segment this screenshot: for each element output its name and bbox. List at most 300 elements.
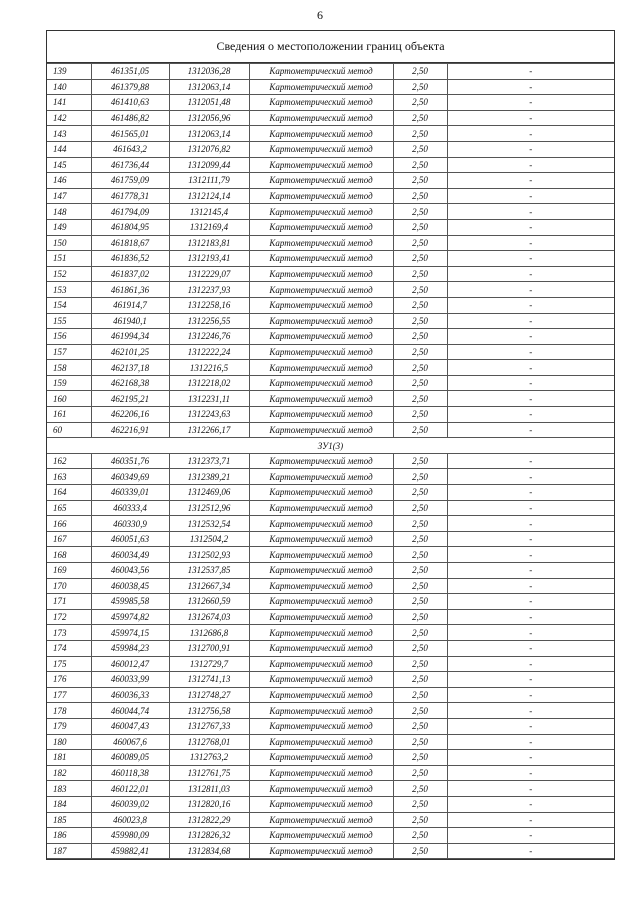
table-row [47, 391, 614, 407]
coord-y-cell: 1312756,58 [169, 703, 249, 719]
table-row [47, 407, 614, 423]
table-row [47, 750, 614, 766]
method-cell: Картометрический метод [249, 812, 393, 828]
extra-cell: - [447, 578, 614, 594]
extra-cell: - [447, 625, 614, 641]
accuracy-cell: 2,50 [393, 640, 447, 656]
accuracy-cell: 2,50 [393, 64, 447, 80]
method-cell: Картометрический метод [249, 750, 393, 766]
coord-y-cell: 1312748,27 [169, 687, 249, 703]
coord-x-cell: 460039,02 [91, 796, 169, 812]
method-cell: Картометрический метод [249, 625, 393, 641]
method-cell: Картометрический метод [249, 95, 393, 111]
extra-cell: - [447, 687, 614, 703]
page-number: 6 [317, 8, 323, 22]
accuracy-cell: 2,50 [393, 718, 447, 734]
accuracy-cell: 2,50 [393, 313, 447, 329]
table-row [47, 282, 614, 298]
table-row [47, 796, 614, 812]
coord-y-cell: 1312193,41 [169, 251, 249, 267]
coord-x-cell: 459980,09 [91, 828, 169, 844]
coord-y-cell: 1312389,21 [169, 469, 249, 485]
point-number-cell: 149 [47, 219, 91, 235]
accuracy-cell: 2,50 [393, 407, 447, 423]
accuracy-cell: 2,50 [393, 531, 447, 547]
point-number-cell: 141 [47, 95, 91, 111]
table-row [47, 547, 614, 563]
accuracy-cell: 2,50 [393, 251, 447, 267]
table-row [47, 563, 614, 579]
extra-cell: - [447, 547, 614, 563]
coord-y-cell: 1312216,5 [169, 360, 249, 376]
method-cell: Картометрический метод [249, 516, 393, 532]
coord-x-cell: 461410,63 [91, 95, 169, 111]
point-number-cell: 170 [47, 578, 91, 594]
method-cell: Картометрический метод [249, 796, 393, 812]
coord-x-cell: 460089,05 [91, 750, 169, 766]
table-row [47, 110, 614, 126]
extra-cell: - [447, 266, 614, 282]
accuracy-cell: 2,50 [393, 687, 447, 703]
coord-x-cell: 459974,82 [91, 609, 169, 625]
section-row-group [47, 438, 614, 454]
table-row [47, 422, 614, 438]
accuracy-cell: 2,50 [393, 157, 447, 173]
point-number-cell: 163 [47, 469, 91, 485]
table-row [47, 485, 614, 501]
method-cell: Картометрический метод [249, 313, 393, 329]
coord-y-cell: 1312243,63 [169, 407, 249, 423]
accuracy-cell: 2,50 [393, 266, 447, 282]
extra-cell: - [447, 157, 614, 173]
coord-y-cell: 1312834,68 [169, 843, 249, 859]
accuracy-cell: 2,50 [393, 453, 447, 469]
coord-x-cell: 461861,36 [91, 282, 169, 298]
point-number-cell: 148 [47, 204, 91, 220]
point-number-cell: 177 [47, 687, 91, 703]
accuracy-cell: 2,50 [393, 297, 447, 313]
table-row [47, 235, 614, 251]
coord-x-cell: 460067,6 [91, 734, 169, 750]
table-row [47, 765, 614, 781]
extra-cell: - [447, 110, 614, 126]
coord-x-cell: 461940,1 [91, 313, 169, 329]
point-number-cell: 175 [47, 656, 91, 672]
extra-cell: - [447, 781, 614, 797]
table-row [47, 531, 614, 547]
coord-y-cell: 1312768,01 [169, 734, 249, 750]
table-row [47, 718, 614, 734]
section-row [47, 438, 614, 454]
extra-cell: - [447, 141, 614, 157]
extra-cell: - [447, 765, 614, 781]
table-row [47, 375, 614, 391]
table-row [47, 126, 614, 142]
table-row [47, 95, 614, 111]
boundary-table-frame [46, 30, 615, 860]
coord-x-cell: 462101,25 [91, 344, 169, 360]
coord-y-cell: 1312169,4 [169, 219, 249, 235]
table-row [47, 781, 614, 797]
method-cell: Картометрический метод [249, 126, 393, 142]
accuracy-cell: 2,50 [393, 594, 447, 610]
point-number-cell: 157 [47, 344, 91, 360]
coord-y-cell: 1312674,03 [169, 609, 249, 625]
point-number-cell: 179 [47, 718, 91, 734]
table-row [47, 344, 614, 360]
accuracy-cell: 2,50 [393, 126, 447, 142]
table-row [47, 79, 614, 95]
coord-y-cell: 1312231,11 [169, 391, 249, 407]
method-cell: Картометрический метод [249, 843, 393, 859]
method-cell: Картометрический метод [249, 609, 393, 625]
accuracy-cell: 2,50 [393, 485, 447, 501]
coord-y-cell: 1312222,24 [169, 344, 249, 360]
coord-x-cell: 460036,33 [91, 687, 169, 703]
accuracy-cell: 2,50 [393, 391, 447, 407]
extra-cell: - [447, 672, 614, 688]
table-row [47, 578, 614, 594]
coord-y-cell: 1312258,16 [169, 297, 249, 313]
coord-x-cell: 460033,99 [91, 672, 169, 688]
accuracy-cell: 2,50 [393, 796, 447, 812]
coord-x-cell: 460333,4 [91, 500, 169, 516]
method-cell: Картометрический метод [249, 578, 393, 594]
point-number-cell: 176 [47, 672, 91, 688]
point-number-cell: 153 [47, 282, 91, 298]
point-number-cell: 146 [47, 173, 91, 189]
coord-y-cell: 1312686,8 [169, 625, 249, 641]
point-number-cell: 174 [47, 640, 91, 656]
method-cell: Картометрический метод [249, 407, 393, 423]
coord-y-cell: 1312820,16 [169, 796, 249, 812]
point-number-cell: 181 [47, 750, 91, 766]
table-row [47, 188, 614, 204]
extra-cell: - [447, 95, 614, 111]
accuracy-cell: 2,50 [393, 609, 447, 625]
method-cell: Картометрический метод [249, 391, 393, 407]
table-row [47, 656, 614, 672]
table-row [47, 625, 614, 641]
extra-cell: - [447, 235, 614, 251]
table-row [47, 204, 614, 220]
method-cell: Картометрический метод [249, 79, 393, 95]
point-number-cell: 182 [47, 765, 91, 781]
coord-x-cell: 460122,01 [91, 781, 169, 797]
method-cell: Картометрический метод [249, 781, 393, 797]
accuracy-cell: 2,50 [393, 843, 447, 859]
accuracy-cell: 2,50 [393, 204, 447, 220]
coord-x-cell: 460038,45 [91, 578, 169, 594]
coord-y-cell: 1312532,54 [169, 516, 249, 532]
extra-cell: - [447, 407, 614, 423]
table-row [47, 453, 614, 469]
extra-cell: - [447, 313, 614, 329]
coord-y-cell: 1312537,85 [169, 563, 249, 579]
coord-y-cell: 1312512,96 [169, 500, 249, 516]
coord-y-cell: 1312741,13 [169, 672, 249, 688]
extra-cell: - [447, 609, 614, 625]
point-number-cell: 168 [47, 547, 91, 563]
method-cell: Картометрический метод [249, 235, 393, 251]
method-cell: Картометрический метод [249, 266, 393, 282]
accuracy-cell: 2,50 [393, 734, 447, 750]
extra-cell: - [447, 734, 614, 750]
coord-x-cell: 462206,16 [91, 407, 169, 423]
table-row [47, 219, 614, 235]
section-label: ЗУ1(3) [47, 438, 614, 454]
coord-x-cell: 460118,38 [91, 765, 169, 781]
method-cell: Картометрический метод [249, 64, 393, 80]
boundary-table [47, 63, 614, 859]
coord-x-cell: 461351,05 [91, 64, 169, 80]
point-number-cell: 184 [47, 796, 91, 812]
point-number-cell: 155 [47, 313, 91, 329]
method-cell: Картометрический метод [249, 110, 393, 126]
point-number-cell: 156 [47, 329, 91, 345]
accuracy-cell: 2,50 [393, 110, 447, 126]
extra-cell: - [447, 718, 614, 734]
table-row [47, 609, 614, 625]
method-cell: Картометрический метод [249, 563, 393, 579]
point-number-cell: 185 [47, 812, 91, 828]
table-row [47, 500, 614, 516]
accuracy-cell: 2,50 [393, 141, 447, 157]
extra-cell: - [447, 422, 614, 438]
coord-x-cell: 461914,7 [91, 297, 169, 313]
accuracy-cell: 2,50 [393, 672, 447, 688]
method-cell: Картометрический метод [249, 375, 393, 391]
coord-y-cell: 1312763,2 [169, 750, 249, 766]
extra-cell: - [447, 344, 614, 360]
accuracy-cell: 2,50 [393, 79, 447, 95]
point-number-cell: 172 [47, 609, 91, 625]
coord-y-cell: 1312667,34 [169, 578, 249, 594]
method-cell: Картометрический метод [249, 531, 393, 547]
point-number-cell: 60 [47, 422, 91, 438]
coord-x-cell: 462195,21 [91, 391, 169, 407]
coord-x-cell: 461486,82 [91, 110, 169, 126]
accuracy-cell: 2,50 [393, 188, 447, 204]
method-cell: Картометрический метод [249, 469, 393, 485]
method-cell: Картометрический метод [249, 640, 393, 656]
coord-y-cell: 1312063,14 [169, 126, 249, 142]
accuracy-cell: 2,50 [393, 828, 447, 844]
extra-cell: - [447, 375, 614, 391]
coord-y-cell: 1312111,79 [169, 173, 249, 189]
extra-cell: - [447, 469, 614, 485]
accuracy-cell: 2,50 [393, 781, 447, 797]
method-cell: Картометрический метод [249, 141, 393, 157]
table-row [47, 640, 614, 656]
extra-cell: - [447, 188, 614, 204]
extra-cell: - [447, 563, 614, 579]
method-cell: Картометрический метод [249, 594, 393, 610]
point-number-cell: 187 [47, 843, 91, 859]
point-number-cell: 147 [47, 188, 91, 204]
point-number-cell: 169 [47, 563, 91, 579]
accuracy-cell: 2,50 [393, 500, 447, 516]
point-number-cell: 152 [47, 266, 91, 282]
accuracy-cell: 2,50 [393, 360, 447, 376]
table-row [47, 703, 614, 719]
extra-cell: - [447, 531, 614, 547]
table-row [47, 828, 614, 844]
extra-cell: - [447, 79, 614, 95]
extra-cell: - [447, 656, 614, 672]
coord-y-cell: 1312660,59 [169, 594, 249, 610]
accuracy-cell: 2,50 [393, 95, 447, 111]
table-row [47, 672, 614, 688]
method-cell: Картометрический метод [249, 672, 393, 688]
extra-cell: - [447, 219, 614, 235]
point-number-cell: 139 [47, 64, 91, 80]
coord-y-cell: 1312076,82 [169, 141, 249, 157]
coord-x-cell: 459882,41 [91, 843, 169, 859]
accuracy-cell: 2,50 [393, 625, 447, 641]
extra-cell: - [447, 453, 614, 469]
accuracy-cell: 2,50 [393, 173, 447, 189]
accuracy-cell: 2,50 [393, 375, 447, 391]
coord-x-cell: 461794,09 [91, 204, 169, 220]
accuracy-cell: 2,50 [393, 235, 447, 251]
method-cell: Картометрический метод [249, 547, 393, 563]
coord-x-cell: 462137,18 [91, 360, 169, 376]
point-number-cell: 158 [47, 360, 91, 376]
method-cell: Картометрический метод [249, 828, 393, 844]
table-row [47, 469, 614, 485]
coord-y-cell: 1312502,93 [169, 547, 249, 563]
coord-y-cell: 1312229,07 [169, 266, 249, 282]
extra-cell: - [447, 640, 614, 656]
point-number-cell: 160 [47, 391, 91, 407]
coord-y-cell: 1312767,33 [169, 718, 249, 734]
point-number-cell: 154 [47, 297, 91, 313]
point-number-cell: 166 [47, 516, 91, 532]
coord-y-cell: 1312183,81 [169, 235, 249, 251]
point-number-cell: 161 [47, 407, 91, 423]
extra-cell: - [447, 485, 614, 501]
coord-x-cell: 460023,8 [91, 812, 169, 828]
table-row [47, 594, 614, 610]
table-row [47, 173, 614, 189]
table-row [47, 812, 614, 828]
table-row [47, 734, 614, 750]
coord-x-cell: 462168,38 [91, 375, 169, 391]
coord-x-cell: 461778,31 [91, 188, 169, 204]
coord-y-cell: 1312761,75 [169, 765, 249, 781]
accuracy-cell: 2,50 [393, 578, 447, 594]
extra-cell: - [447, 126, 614, 142]
coord-y-cell: 1312124,14 [169, 188, 249, 204]
extra-cell: - [447, 796, 614, 812]
coord-x-cell: 460044,74 [91, 703, 169, 719]
coord-y-cell: 1312700,91 [169, 640, 249, 656]
extra-cell: - [447, 594, 614, 610]
coord-x-cell: 461804,95 [91, 219, 169, 235]
table-row [47, 360, 614, 376]
coord-x-cell: 459974,15 [91, 625, 169, 641]
table-row [47, 64, 614, 80]
coord-y-cell: 1312099,44 [169, 157, 249, 173]
method-cell: Картометрический метод [249, 360, 393, 376]
coord-x-cell: 459985,58 [91, 594, 169, 610]
coord-x-cell: 461643,2 [91, 141, 169, 157]
extra-cell: - [447, 843, 614, 859]
method-cell: Картометрический метод [249, 219, 393, 235]
accuracy-cell: 2,50 [393, 422, 447, 438]
point-number-cell: 143 [47, 126, 91, 142]
accuracy-cell: 2,50 [393, 329, 447, 345]
method-cell: Картометрический метод [249, 282, 393, 298]
coord-y-cell: 1312051,48 [169, 95, 249, 111]
accuracy-cell: 2,50 [393, 282, 447, 298]
coord-x-cell: 461818,67 [91, 235, 169, 251]
extra-cell: - [447, 297, 614, 313]
point-number-cell: 140 [47, 79, 91, 95]
table-row [47, 157, 614, 173]
method-cell: Картометрический метод [249, 656, 393, 672]
method-cell: Картометрический метод [249, 453, 393, 469]
coord-y-cell: 1312811,03 [169, 781, 249, 797]
extra-cell: - [447, 251, 614, 267]
method-cell: Картометрический метод [249, 703, 393, 719]
coord-x-cell: 460339,01 [91, 485, 169, 501]
coord-x-cell: 460330,9 [91, 516, 169, 532]
table-row [47, 251, 614, 267]
accuracy-cell: 2,50 [393, 750, 447, 766]
extra-cell: - [447, 516, 614, 532]
coord-x-cell: 461736,44 [91, 157, 169, 173]
point-number-cell: 173 [47, 625, 91, 641]
coord-y-cell: 1312145,4 [169, 204, 249, 220]
coord-x-cell: 460043,56 [91, 563, 169, 579]
point-number-cell: 162 [47, 453, 91, 469]
method-cell: Картометрический метод [249, 485, 393, 501]
coord-x-cell: 462216,91 [91, 422, 169, 438]
accuracy-cell: 2,50 [393, 344, 447, 360]
extra-cell: - [447, 282, 614, 298]
extra-cell: - [447, 360, 614, 376]
table-row [47, 516, 614, 532]
method-cell: Картометрический метод [249, 734, 393, 750]
coord-x-cell: 460349,69 [91, 469, 169, 485]
point-number-cell: 159 [47, 375, 91, 391]
table-row [47, 687, 614, 703]
coord-y-cell: 1312504,2 [169, 531, 249, 547]
method-cell: Картометрический метод [249, 500, 393, 516]
method-cell: Картометрический метод [249, 173, 393, 189]
coord-x-cell: 460034,49 [91, 547, 169, 563]
extra-cell: - [447, 204, 614, 220]
table-row [47, 297, 614, 313]
coord-y-cell: 1312826,32 [169, 828, 249, 844]
extra-cell: - [447, 828, 614, 844]
coord-x-cell: 461836,52 [91, 251, 169, 267]
method-cell: Картометрический метод [249, 251, 393, 267]
method-cell: Картометрический метод [249, 422, 393, 438]
extra-cell: - [447, 812, 614, 828]
coord-y-cell: 1312256,55 [169, 313, 249, 329]
point-number-cell: 178 [47, 703, 91, 719]
point-number-cell: 150 [47, 235, 91, 251]
extra-cell: - [447, 703, 614, 719]
point-number-cell: 145 [47, 157, 91, 173]
point-number-cell: 180 [47, 734, 91, 750]
coord-x-cell: 461837,02 [91, 266, 169, 282]
point-number-cell: 165 [47, 500, 91, 516]
point-number-cell: 144 [47, 141, 91, 157]
